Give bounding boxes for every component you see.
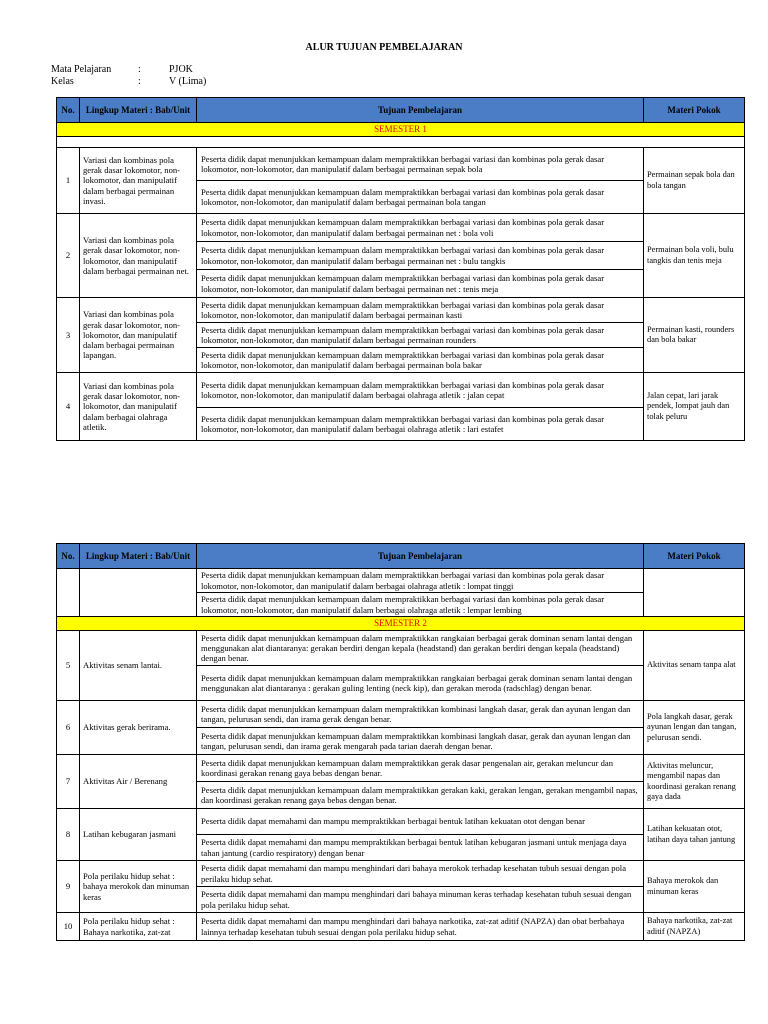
tujuan-cell: Peserta didik dapat menunjukkan kemampuan dalam mempraktikkan gerakan kaki, gerakan lengan, gerakan mengambil napas, dan koordinasi gerakan renang gaya bebas dengan benar. bbox=[197, 782, 644, 809]
materi-pokok: Permainan kasti, rounders dan bola bakar bbox=[644, 298, 745, 373]
tujuan-cell: Peserta didik dapat menunjukkan kemampuan dalam mempraktikkan rangkaian berbagai gerak dominan senam lantai dengan menggunakan alat diantaranya : gerakan guling lenting (neck kip), dan gerakan meroda (radschlag) dengan benar. bbox=[197, 666, 644, 701]
tujuan-cell: Peserta didik dapat memahami dan mampu menghindari dari bahaya minuman keras terhadap kesehatan tubuh sesuai dengan pola perilaku hidup sehat. bbox=[197, 887, 644, 913]
header-no: No. bbox=[57, 98, 80, 123]
lingkup-materi: Variasi dan kombinas pola gerak dasar lokomotor, non- lokomotor, dan manipulatif dalam berbagai olahraga atletik. bbox=[80, 373, 197, 441]
row-number-empty bbox=[57, 569, 80, 617]
meta-class-sep: : bbox=[138, 76, 141, 87]
header-materi: Materi Pokok bbox=[644, 544, 745, 569]
materi-pokok: Bahaya merokok dan minuman keras bbox=[644, 861, 745, 913]
tujuan-cell: Peserta didik dapat menunjukkan kemampuan dalam mempraktikkan rangkaian berbagai gerak dominan senam lantai dengan menggunakan alat diantaranya: gerakan berdiri dengan kepala (headstand) dan gerakan berdiri dengan kepala (headstand) dengan benar. bbox=[197, 631, 644, 666]
lingkup-materi: Variasi dan kombinas pola gerak dasar lokomotor, non-lokomotor, dan manipulatif dalam berbagai permainan invasi. bbox=[80, 148, 197, 214]
row-number: 2 bbox=[57, 214, 80, 298]
tujuan-cell: Peserta didik dapat menunjukkan kemampuan dalam mempraktikkan berbagai variasi dan kombinas pola gerak dasar lokomotor, non-lokomotor, dan manipulatif dalam berbagai permainan net : tenis meja bbox=[197, 270, 644, 298]
meta-class-value: V (Lima) bbox=[169, 76, 207, 87]
lingkup-materi: Aktivitas gerak berirama. bbox=[80, 701, 197, 755]
tujuan-cell: Peserta didik dapat memahami dan mampu mempraktikkan berbagai bentuk latihan kekuatan otot dengan benar bbox=[197, 809, 644, 835]
tujuan-cell: Peserta didik dapat menunjukkan kemampuan dalam mempraktikkan berbagai variasi dan kombinas pola gerak dasar lokomotor, non-lokomotor, dan manipulatif dalam berbagai permainan sepak bola bbox=[197, 148, 644, 181]
table-row bbox=[57, 809, 745, 835]
tujuan-cell: Peserta didik dapat menunjukkan kemampuan dalam mempraktikkan kombinasi langkah dasar, gerak dan ayunan lengan dan tangan, pelurusan sendi, dan irama gerak mengarah pada tarian daerah dengan benar. bbox=[197, 728, 644, 755]
row-number: 5 bbox=[57, 631, 80, 701]
row-number: 1 bbox=[57, 148, 80, 214]
row-number: 3 bbox=[57, 298, 80, 373]
row-number: 7 bbox=[57, 755, 80, 809]
spacer-row bbox=[57, 137, 745, 148]
meta-class-label: Kelas bbox=[51, 76, 74, 87]
tujuan-cell: Peserta didik dapat menunjukkan kemampuan dalam mempraktikkan berbagai variasi dan kombinas pola gerak dasar lokomotor, non-lokomotor, dan manipulatif dalam berbagai olahraga atletik : lari estafet bbox=[197, 408, 644, 441]
tujuan-cell: Peserta didik dapat menunjukkan kemampuan dalam mempraktikkan berbagai variasi dan kombinas pola gerak dasar lokomotor, non-lokomotor, dan manipulatif dalam berbagai olahraga atletik : lempar lembing bbox=[197, 593, 644, 617]
tujuan-cell: Peserta didik dapat menunjukkan kemampuan dalam mempraktikkan berbagai variasi dan kombinas pola gerak dasar lokomotor, non-lokomotor, dan manipulatif dalam berbagai permainan bola bakar bbox=[197, 348, 644, 373]
materi-pokok-empty bbox=[644, 569, 745, 617]
meta-subject-value: PJOK bbox=[169, 64, 193, 75]
row-number: 4 bbox=[57, 373, 80, 441]
tujuan-cell: Peserta didik dapat menunjukkan kemampuan dalam mempraktikkan berbagai variasi dan kombinas pola gerak dasar lokomotor, non-lokomotor, dan manipulatif dalam berbagai permainan bola tangan bbox=[197, 181, 644, 214]
materi-pokok: Latihan kekuatan otot, latihan daya tahan jantung bbox=[644, 809, 745, 861]
row-number: 6 bbox=[57, 701, 80, 755]
materi-pokok: Permainan bola voli, bulu tangkis dan tenis meja bbox=[644, 214, 745, 298]
table-row bbox=[57, 701, 745, 728]
lingkup-materi-empty bbox=[80, 569, 197, 617]
tujuan-cell: Peserta didik dapat menunjukkan kemampuan dalam mempraktikkan kombinasi langkah dasar, gerak dan ayunan lengan dan tangan, pelurusan sendi, dan irama gerak dengan benar. bbox=[197, 701, 644, 728]
materi-pokok: Jalan cepat, lari jarak pendek, lompat jauh dan tolak peluru bbox=[644, 373, 745, 441]
materi-pokok: Permainan sepak bola dan bola tangan bbox=[644, 148, 745, 214]
materi-pokok: Aktivitas meluncur, mengambil napas dan koordinasi gerakan renang gaya dada bbox=[644, 755, 745, 809]
header-no: No. bbox=[57, 544, 80, 569]
lingkup-materi: Pola perilaku hidup sehat : bahaya merokok dan minuman keras bbox=[80, 861, 197, 913]
tujuan-cell: Peserta didik dapat menunjukkan kemampuan dalam mempraktikkan berbagai variasi dan kombinas pola gerak dasar lokomotor, non-lokomotor, dan manipulatif dalam berbagai olahraga atletik : lompat tinggi bbox=[197, 569, 644, 593]
table-row bbox=[57, 569, 745, 593]
meta-subject-label: Mata Pelajaran bbox=[51, 64, 112, 75]
meta-subject-sep: : bbox=[138, 64, 141, 75]
materi-pokok: Aktivitas senam tanpa alat bbox=[644, 631, 745, 701]
tujuan-cell: Peserta didik dapat memahami dan mampu mempraktikkan berbagai bentuk latihan kebugaran jasmani untuk menjaga daya tahan jantung (cardio respiratory) dengan benar bbox=[197, 835, 644, 861]
header-tujuan: Tujuan Pembelajaran bbox=[197, 98, 644, 123]
table-row bbox=[57, 755, 745, 782]
table-row bbox=[57, 214, 745, 242]
table-row bbox=[57, 298, 745, 323]
lingkup-materi: Variasi dan kombinas pola gerak dasar lokomotor, non-lokomotor, dan manipulatif dalam berbagai permainan net. bbox=[80, 214, 197, 298]
lingkup-materi: Aktivitas senam lantai. bbox=[80, 631, 197, 701]
header-lingkup: Lingkup Materi : Bab/Unit bbox=[80, 544, 197, 569]
header-tujuan: Tujuan Pembelajaran bbox=[197, 544, 644, 569]
materi-pokok: Pola langkah dasar, gerak ayunan lengan dan tangan, pelurusan sendi. bbox=[644, 701, 745, 755]
tujuan-cell: Peserta didik dapat memahami dan mampu menghindari dari bahaya narkotika, zat-zat aditif (NAPZA) dan obat berbahaya lainnya terhadap kesehatan tubuh sesuai dengan pola perilaku hidup sehat. bbox=[197, 913, 644, 941]
row-number: 8 bbox=[57, 809, 80, 861]
tujuan-cell: Peserta didik dapat menunjukkan kemampuan dalam mempraktikkan berbagai variasi dan kombinas pola gerak dasar lokomotor, non-lokomotor, dan manipulatif dalam berbagai permainan kasti bbox=[197, 298, 644, 323]
lingkup-materi: Pola perilaku hidup sehat : Bahaya narkotika, zat-zat bbox=[80, 913, 197, 941]
table-row bbox=[57, 631, 745, 666]
lingkup-materi: Aktivitas Air / Berenang bbox=[80, 755, 197, 809]
lingkup-materi: Latihan kebugaran jasmani bbox=[80, 809, 197, 861]
tujuan-cell: Peserta didik dapat menunjukkan kemampuan dalam mempraktikkan berbagai variasi dan kombinas pola gerak dasar lokomotor, non-lokomotor, dan manipulatif dalam berbagai permainan net : bulu tangkis bbox=[197, 242, 644, 270]
row-number: 10 bbox=[57, 913, 80, 941]
curriculum-table-page2 bbox=[56, 543, 745, 941]
table-row bbox=[57, 148, 745, 181]
tujuan-cell: Peserta didik dapat menunjukkan kemampuan dalam mempraktikkan berbagai variasi dan kombinas pola gerak dasar lokomotor, non-lokomotor, dan manipulatif dalam berbagai olahraga atletik : jalan cepat bbox=[197, 373, 644, 408]
curriculum-table-page1 bbox=[56, 97, 745, 441]
tujuan-cell: Peserta didik dapat menunjukkan kemampuan dalam mempraktikkan berbagai variasi dan kombinas pola gerak dasar lokomotor, non-lokomotor, dan manipulatif dalam berbagai permainan rounders bbox=[197, 323, 644, 348]
materi-pokok: Bahaya narkotika, zat-zat aditif (NAPZA) bbox=[644, 913, 745, 941]
table-row bbox=[57, 373, 745, 408]
document-title: ALUR TUJUAN PEMBELAJARAN bbox=[305, 42, 463, 53]
tujuan-cell: Peserta didik dapat menunjukkan kemampuan dalam mempraktikkan berbagai variasi dan kombinas pola gerak dasar lokomotor, non-lokomotor, dan manipulatif dalam berbagai permainan net : bola voli bbox=[197, 214, 644, 242]
semester-1-banner: SEMESTER 1 bbox=[57, 123, 745, 137]
row-number: 9 bbox=[57, 861, 80, 913]
tujuan-cell: Peserta didik dapat menunjukkan kemampuan dalam mempraktikkan gerak dasar pengenalan air, gerakan meluncur dan koordinasi gerakan renang gaya bebas dengan benar. bbox=[197, 755, 644, 782]
table-row bbox=[57, 913, 745, 941]
table-row bbox=[57, 861, 745, 887]
tujuan-cell: Peserta didik dapat memahami dan mampu menghindari dari bahaya merokok terhadap kesehatan tubuh sesuai dengan pola perilaku hidup sehat. bbox=[197, 861, 644, 887]
header-lingkup: Lingkup Materi : Bab/Unit bbox=[80, 98, 197, 123]
semester-2-banner: SEMESTER 2 bbox=[57, 617, 745, 631]
header-materi: Materi Pokok bbox=[644, 98, 745, 123]
lingkup-materi: Variasi dan kombinas pola gerak dasar lokomotor, non- lokomotor, dan manipulatif dalam berbagai permainan lapangan. bbox=[80, 298, 197, 373]
